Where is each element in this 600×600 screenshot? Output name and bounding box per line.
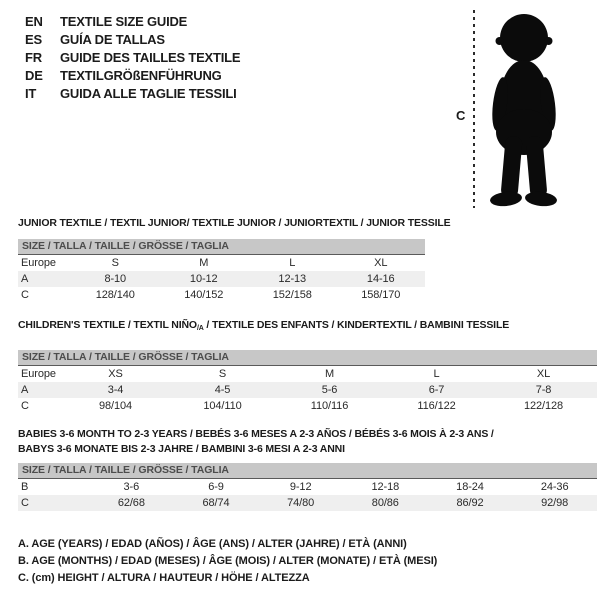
babies-title-line2: BABYS 3-6 MONATE BIS 2-3 JAHRE / BAMBINI 3-6 MESI A 2-3 ANNI <box>18 443 345 455</box>
language-code: ES <box>25 32 42 47</box>
table-header-row <box>18 366 597 382</box>
height-measure-label: C <box>456 108 466 123</box>
table-cell: 80/86 <box>371 497 399 509</box>
column-header: XS <box>108 368 123 380</box>
title-text: CHILDREN'S TEXTILE / TEXTIL NIÑO <box>18 319 197 331</box>
table-row-height <box>18 398 597 414</box>
table-cell: 12-18 <box>371 481 400 493</box>
language-code: EN <box>25 14 43 29</box>
table-cell: 116/122 <box>417 400 456 412</box>
table-cell: 6-9 <box>208 481 224 493</box>
table-cell: 98/104 <box>98 400 133 412</box>
babies-size-table <box>18 479 597 511</box>
children-table-title <box>18 319 597 335</box>
row-label: B <box>21 481 29 493</box>
table-cell: 158/170 <box>361 289 401 301</box>
children-size-table-section <box>18 319 597 414</box>
guide-title-fr: GUIDE DES TAILLES TEXTILE <box>60 50 241 65</box>
row-label: C <box>21 400 29 412</box>
table-cell: 4-5 <box>214 384 231 396</box>
column-header: XL <box>374 257 388 269</box>
table-row-age <box>18 271 425 287</box>
column-header: S <box>111 257 119 269</box>
footnote-a: A. AGE (YEARS) / EDAD (AÑOS) / ÂGE (ANS) / ALTER (JAHRE) / ETÀ (ANNI) <box>18 538 407 550</box>
column-header: L <box>289 257 296 269</box>
table-cell: 104/110 <box>203 400 242 412</box>
title-subscript: /A <box>196 325 204 332</box>
guide-title-it: GUIDA ALLE TAGLIE TESSILI <box>60 86 237 101</box>
junior-size-table-section <box>18 217 451 303</box>
table-cell: 110/116 <box>310 400 349 412</box>
language-row-de <box>25 67 240 85</box>
table-cell: 152/158 <box>272 289 312 301</box>
language-row-it <box>25 85 240 103</box>
row-label: C <box>21 289 29 301</box>
footnote-b: B. AGE (MONTHS) / EDAD (MESES) / ÂGE (MOIS) / ALTER (MONATE) / ETÀ (MESI) <box>18 555 438 567</box>
row-label: A <box>21 273 29 285</box>
column-header: M <box>324 368 335 380</box>
table-row-height <box>18 495 597 511</box>
height-dotted-line <box>473 10 475 208</box>
table-row-height <box>18 287 425 303</box>
guide-title-es: GUÍA DE TALLAS <box>60 32 165 47</box>
size-header-bar: SIZE / TALLA / TAILLE / GRÖSSE / TAGLIA <box>18 239 425 255</box>
table-cell: 62/68 <box>117 497 145 509</box>
table-cell: 122/128 <box>523 400 564 412</box>
column-header: L <box>433 368 440 380</box>
guide-title-en: TEXTILE SIZE GUIDE <box>60 14 188 29</box>
size-header-bar: SIZE / TALLA / TAILLE / GRÖSSE / TAGLIA <box>18 463 597 479</box>
table-cell: 92/98 <box>541 497 569 509</box>
table-cell: 3-6 <box>123 481 140 493</box>
table-cell: 74/80 <box>287 497 315 509</box>
table-cell: 3-4 <box>107 384 124 396</box>
table-cell: 140/152 <box>184 289 224 301</box>
children-size-table <box>18 366 597 414</box>
baby-silhouette-icon <box>478 8 570 208</box>
language-code: DE <box>25 68 43 83</box>
row-label: C <box>21 497 29 509</box>
junior-table-title: JUNIOR TEXTILE / TEXTIL JUNIOR/ TEXTILE JUNIOR / JUNIORTEXTIL / JUNIOR TESSILE <box>18 217 451 229</box>
table-row-age <box>18 382 597 398</box>
junior-size-table <box>18 255 425 303</box>
babies-title-line1: BABIES 3-6 MONTH TO 2-3 YEARS / BEBÉS 3-6 MESES A 2-3 AÑOS / BÉBÉS 3-6 MOIS À 2-3 ANS / <box>18 428 494 440</box>
footnotes <box>18 536 437 587</box>
language-code: FR <box>25 50 42 65</box>
table-cell: 86/92 <box>456 497 484 509</box>
column-header: S <box>218 368 227 380</box>
babies-table-title <box>18 427 597 457</box>
region-label: Europe <box>21 368 56 380</box>
row-label: A <box>21 384 29 396</box>
region-label: Europe <box>21 257 56 269</box>
language-row-es <box>25 31 240 49</box>
language-row-en <box>25 13 240 31</box>
table-row-age-months <box>18 479 597 495</box>
table-cell: 10-12 <box>189 273 218 285</box>
guide-title-de: TEXTILGRÖßENFÜHRUNG <box>60 68 222 83</box>
column-header: XL <box>536 368 551 380</box>
table-cell: 24-36 <box>540 481 569 493</box>
table-cell: 5-6 <box>321 384 338 396</box>
table-cell: 6-7 <box>428 384 445 396</box>
language-list <box>25 13 240 103</box>
size-header-bar: SIZE / TALLA / TAILLE / GRÖSSE / TAGLIA <box>18 350 597 366</box>
table-cell: 14-16 <box>366 273 395 285</box>
column-header: M <box>199 257 209 269</box>
table-header-row <box>18 255 425 271</box>
table-cell: 8-10 <box>104 273 127 285</box>
table-cell: 12-13 <box>278 273 307 285</box>
table-cell: 68/74 <box>202 497 230 509</box>
footnote-c: C. (cm) HEIGHT / ALTURA / HAUTEUR / HÖHE / ALTEZZA <box>18 572 310 584</box>
baby-figure <box>455 5 600 217</box>
language-row-fr <box>25 49 240 67</box>
language-code: IT <box>25 86 37 101</box>
table-cell: 18-24 <box>456 481 484 493</box>
title-text: / TEXTILE DES ENFANTS / KINDERTEXTIL / BAMBINI TESSILE <box>203 319 510 331</box>
table-cell: 7-8 <box>535 384 552 396</box>
table-cell: 9-12 <box>289 481 312 493</box>
table-cell: 128/140 <box>95 289 135 301</box>
babies-size-table-section <box>18 427 597 511</box>
